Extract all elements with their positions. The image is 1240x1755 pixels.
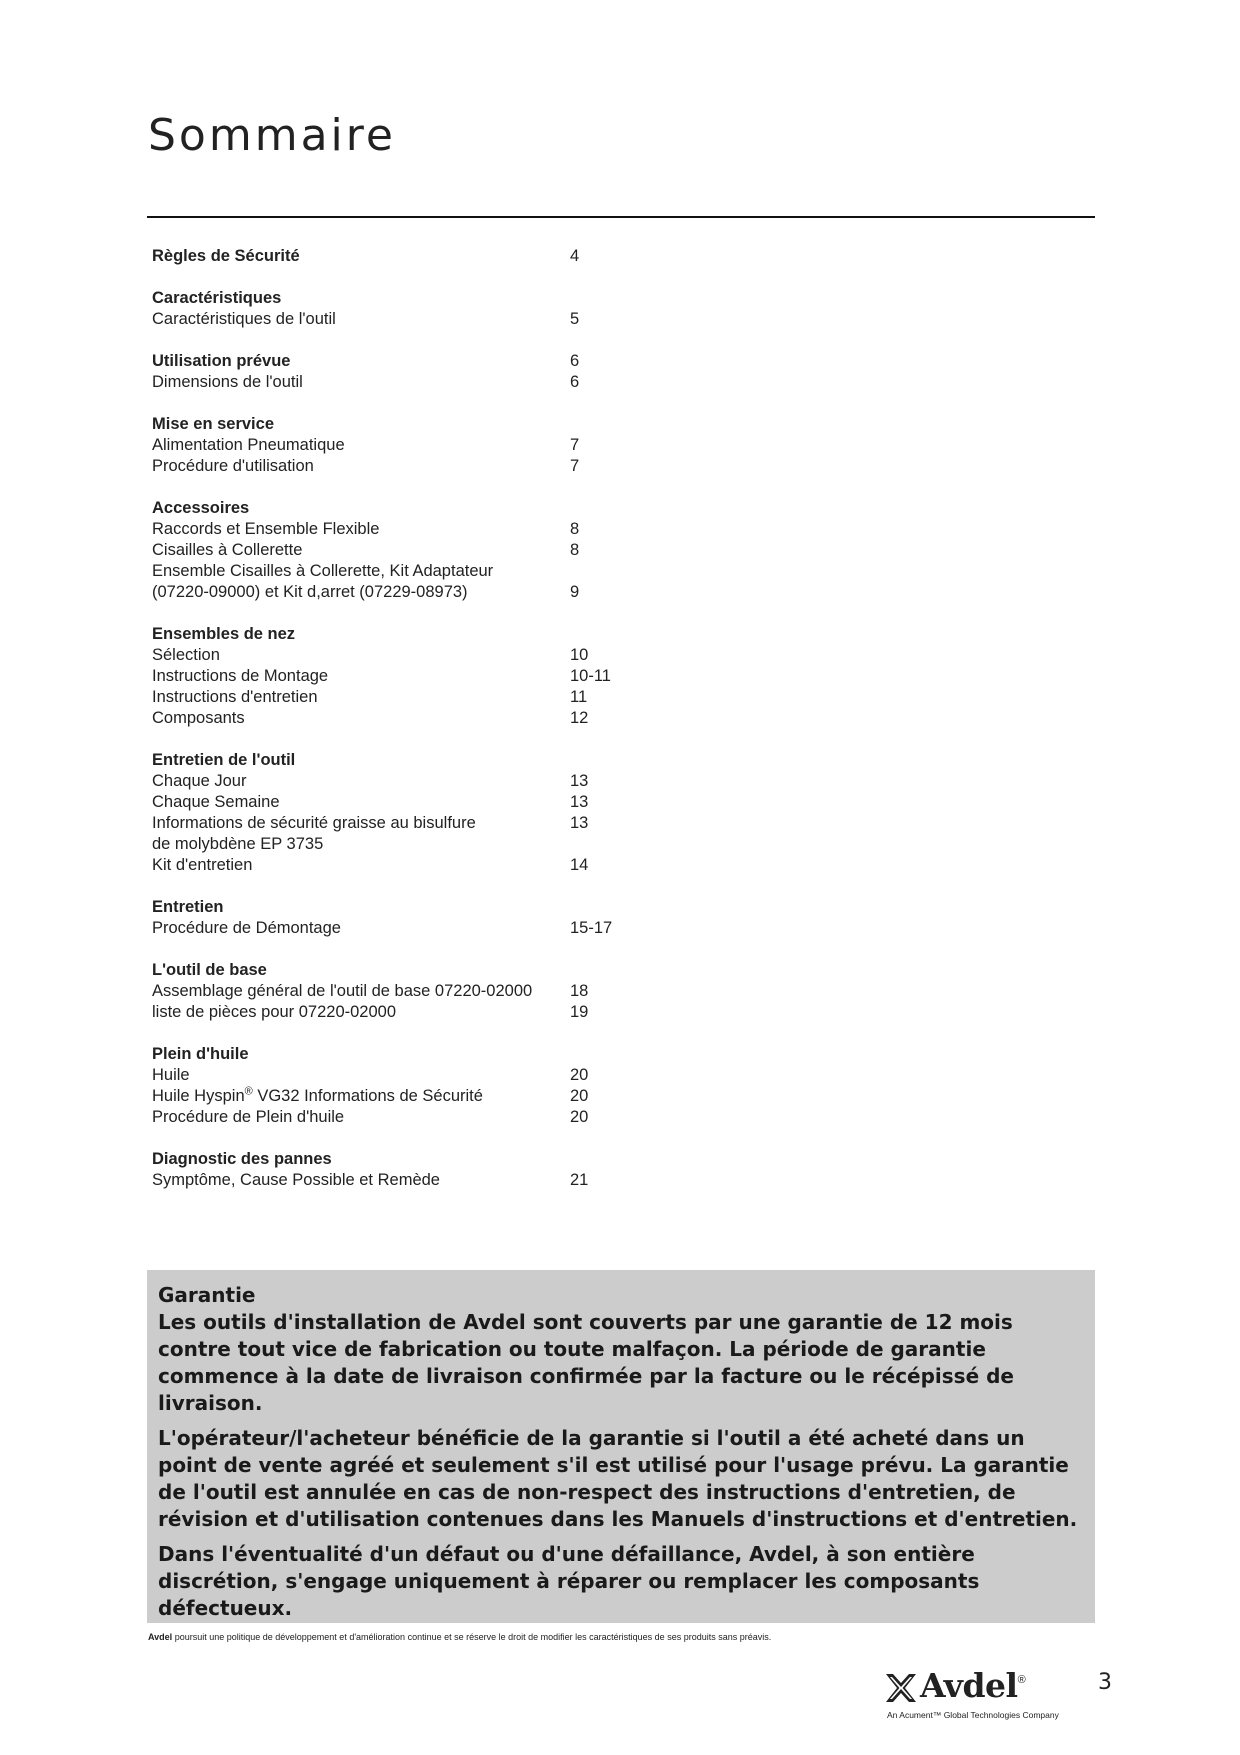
toc-section [152, 351, 712, 393]
toc-section [152, 498, 712, 603]
toc-entry-row [152, 1002, 712, 1023]
toc-page-number [570, 897, 690, 918]
toc-heading-row [152, 414, 712, 435]
footnote-text: poursuit une politique de développement et d'amélioration continue et se réserve le droit de modifier les caractéristiques de ses produits sans préavis. [172, 1632, 772, 1642]
toc-page-number: 12 [570, 709, 589, 727]
toc-entry [152, 1086, 570, 1107]
toc-entry-text: Chaque Semaine [152, 793, 280, 811]
toc-page-number: 19 [570, 1003, 589, 1021]
toc-heading: Entretien [152, 898, 224, 916]
toc-entry [152, 1065, 570, 1086]
toc-heading-row [152, 897, 712, 918]
toc-entry-text: Assemblage général de l'outil de base 07220-02000 [152, 982, 533, 1000]
toc-section [152, 1044, 712, 1128]
toc-heading: Règles de Sécurité [152, 247, 300, 265]
toc-entry [152, 981, 570, 1002]
page-title: Sommaire [148, 110, 396, 161]
toc-entry-row [152, 456, 712, 477]
toc-entry-text: Composants [152, 709, 245, 727]
registered-mark: ® [244, 1085, 253, 1098]
toc-page-number: 18 [570, 982, 589, 1000]
toc-entry-row [152, 834, 712, 855]
toc-entry-text: Instructions de Montage [152, 667, 329, 685]
toc-entry-text: Huile [152, 1066, 190, 1084]
toc-section [152, 624, 712, 729]
toc-entry-row [152, 771, 712, 792]
warranty-paragraph: L'opérateur/l'acheteur bénéficie de la garantie si l'outil a été acheté dans un point de vente agréé et seulement s'il est utilisé pour l'usage prévu. La garantie de l'outil est annulée en cas de non-respect des instructions d'entretien, de révision et d'utilisation contenues dans les Manuels d'instructions et d'entretien. [158, 1426, 1078, 1531]
logo-brand: Avdel [920, 1666, 1018, 1705]
warranty-paragraph: Dans l'éventualité d'un défaut ou d'une défaillance, Avdel, à son entière discrétion, s'engage uniquement à réparer ou remplacer les composants défectueux. [158, 1542, 980, 1620]
toc-entry-text: Huile Hyspin [152, 1087, 245, 1105]
toc-heading: Entretien de l'outil [152, 751, 296, 769]
toc-section [152, 960, 712, 1023]
toc-entry [152, 309, 570, 330]
toc-page-number: 21 [570, 1171, 589, 1189]
title-divider [147, 216, 1095, 218]
logo-registered: ® [1017, 1674, 1026, 1686]
toc-section [152, 750, 712, 876]
toc-page-number [570, 750, 690, 771]
toc-heading: L'outil de base [152, 961, 267, 979]
warranty-paragraph: Les outils d'installation de Avdel sont couverts par une garantie de 12 mois contre tout vice de fabrication ou toute malfaçon. La période de garantie commence à la date de livraison confirmée par la facture ou le récépissé de livraison. [158, 1310, 1014, 1415]
toc-page-number: 9 [570, 583, 580, 601]
warranty-title: Garantie [158, 1283, 256, 1307]
toc-entry [152, 456, 570, 477]
toc-page-number: 11 [570, 688, 588, 706]
toc-page-number [570, 1149, 690, 1170]
toc-page-number: 20 [570, 1066, 589, 1084]
toc-entry-row [152, 372, 712, 393]
toc-entry-row [152, 855, 712, 876]
toc-entry-row [152, 1086, 712, 1107]
toc-heading-row [152, 624, 712, 645]
toc-page-number [570, 1044, 690, 1065]
toc-entry-row [152, 435, 712, 456]
toc-entry [152, 435, 570, 456]
avdel-logo-icon [886, 1674, 916, 1702]
toc-page-number: 10 [570, 646, 589, 664]
toc-page-number: 13 [570, 793, 589, 811]
toc-entry-text: Ensemble Cisailles à Collerette, Kit Adaptateur [152, 562, 494, 580]
toc-entry-text: Informations de sécurité graisse au bisulfure [152, 814, 476, 832]
logo-wordmark [920, 1666, 1025, 1705]
toc-entry-text: Instructions d'entretien [152, 688, 318, 706]
toc-entry [152, 1107, 570, 1128]
toc-heading-row [152, 498, 712, 519]
toc-page-number: 7 [570, 457, 580, 475]
toc-entry-text: Procédure de Plein d'huile [152, 1108, 345, 1126]
toc-heading-row [152, 750, 712, 771]
toc-entry-row [152, 1170, 712, 1191]
toc-page-number: 7 [570, 436, 580, 454]
toc-page-number: 15-17 [570, 919, 613, 937]
toc-entry-text: Dimensions de l'outil [152, 373, 303, 391]
toc-entry-text: Cisailles à Collerette [152, 541, 303, 559]
toc-entry-row [152, 687, 712, 708]
toc-entry [152, 687, 570, 708]
toc-section [152, 1149, 712, 1191]
toc-entry-text: Alimentation Pneumatique [152, 436, 345, 454]
toc-page-number: 14 [570, 856, 589, 874]
toc-heading-row [152, 246, 712, 267]
toc-page-number [570, 624, 690, 645]
toc-heading: Plein d'huile [152, 1045, 249, 1063]
toc-entry [152, 792, 570, 813]
toc-page-number [570, 834, 690, 855]
toc-entry-row [152, 645, 712, 666]
toc-page-number: 6 [570, 373, 580, 391]
toc-entry-row [152, 1065, 712, 1086]
toc-page-number [570, 288, 690, 309]
toc-entry [152, 582, 570, 603]
toc-entry [152, 519, 570, 540]
toc-entry [152, 645, 570, 666]
toc-entry-row [152, 708, 712, 729]
toc-entry [152, 918, 570, 939]
toc-section [152, 897, 712, 939]
toc-page-number: 8 [570, 541, 580, 559]
toc-heading-row [152, 960, 712, 981]
toc-heading: Ensembles de nez [152, 625, 296, 643]
toc-entry-text: liste de pièces pour 07220-02000 [152, 1003, 397, 1021]
toc-entry [152, 372, 570, 393]
toc-page-number: 10-11 [570, 667, 611, 685]
toc-entry-row [152, 981, 712, 1002]
toc-section [152, 246, 712, 267]
toc-page-number [570, 561, 690, 582]
table-of-contents [152, 246, 712, 1212]
avdel-logo [886, 1666, 1066, 1724]
toc-heading-row [152, 1044, 712, 1065]
page-number: 3 [1098, 1670, 1112, 1695]
toc-entry-text: Symptôme, Cause Possible et Remède [152, 1171, 440, 1189]
toc-entry-text: Caractéristiques de l'outil [152, 310, 336, 328]
toc-entry [152, 834, 570, 855]
toc-page-number [570, 414, 690, 435]
toc-entry-row [152, 1107, 712, 1128]
toc-entry-text: VG32 Informations de Sécurité [252, 1087, 483, 1105]
toc-entry-row [152, 666, 712, 687]
toc-page-number: 13 [570, 772, 589, 790]
toc-entry-row [152, 540, 712, 561]
toc-entry-text: Procédure d'utilisation [152, 457, 314, 475]
toc-page-number [570, 498, 690, 519]
toc-entry-text: Raccords et Ensemble Flexible [152, 520, 380, 538]
toc-entry-row [152, 519, 712, 540]
toc-entry-row [152, 561, 712, 582]
toc-entry-row [152, 309, 712, 330]
toc-entry [152, 771, 570, 792]
footnote [148, 1632, 771, 1642]
toc-page-number [570, 960, 690, 981]
toc-page-number: 8 [570, 520, 580, 538]
toc-entry-text: Procédure de Démontage [152, 919, 341, 937]
toc-page-number: 6 [570, 352, 580, 370]
toc-heading-row [152, 1149, 712, 1170]
toc-entry [152, 1002, 570, 1023]
toc-heading: Mise en service [152, 415, 274, 433]
toc-entry [152, 855, 570, 876]
warranty-box [147, 1270, 1095, 1623]
toc-entry-row [152, 792, 712, 813]
toc-section [152, 414, 712, 477]
toc-entry [152, 666, 570, 687]
toc-heading: Diagnostic des pannes [152, 1150, 332, 1168]
logo-tagline: An Acument™ Global Technologies Company [887, 1710, 1059, 1720]
toc-entry [152, 813, 570, 834]
toc-heading: Caractéristiques [152, 289, 282, 307]
toc-page-number: 20 [570, 1087, 589, 1105]
toc-heading: Accessoires [152, 499, 250, 517]
toc-entry-text: Chaque Jour [152, 772, 247, 790]
toc-entry-row [152, 582, 712, 603]
toc-heading-row [152, 351, 712, 372]
toc-page-number: 20 [570, 1108, 589, 1126]
toc-entry-text: Kit d'entretien [152, 856, 253, 874]
toc-entry-text: Sélection [152, 646, 220, 664]
toc-page-number: 4 [570, 247, 580, 265]
toc-section [152, 288, 712, 330]
toc-page-number: 13 [570, 814, 589, 832]
toc-entry [152, 540, 570, 561]
toc-entry-text: de molybdène EP 3735 [152, 835, 324, 853]
toc-entry [152, 561, 570, 582]
footnote-brand: Avdel [148, 1632, 173, 1642]
toc-entry-row [152, 813, 712, 834]
toc-heading: Utilisation prévue [152, 352, 291, 370]
toc-entry [152, 708, 570, 729]
toc-entry-row [152, 918, 712, 939]
toc-entry [152, 1170, 570, 1191]
toc-heading-row [152, 288, 712, 309]
toc-entry-text: (07220-09000) et Kit d,arret (07229-08973) [152, 583, 468, 601]
toc-page-number: 5 [570, 310, 580, 328]
